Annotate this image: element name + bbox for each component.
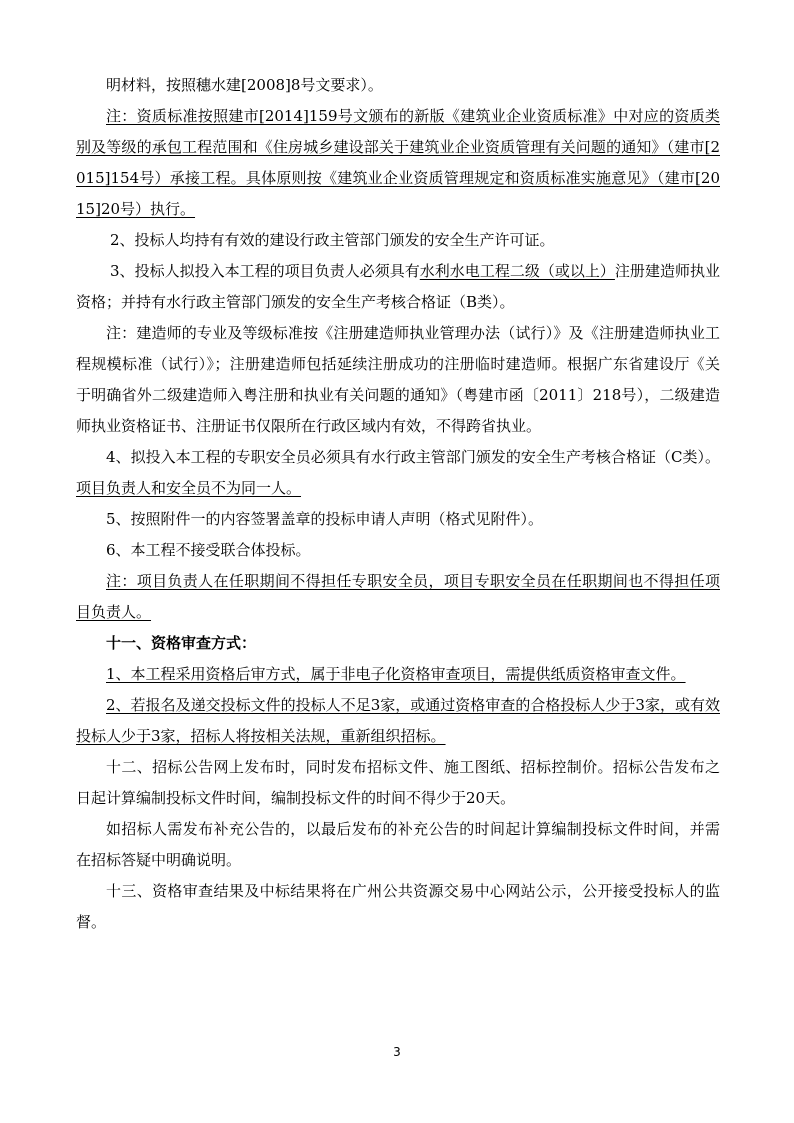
- item-3-text-a: 3、投标人拟投入本工程的项目负责人必须具有: [110, 262, 420, 280]
- item-3-text-underlined: 水利水电工程二级（或以上）: [419, 262, 615, 280]
- paragraph-item-4: [76, 442, 720, 504]
- paragraph-qualification-note: 注：资质标准按照建市[2014]159号文颁布的新版《建筑业企业资质标准》中对应的资质类别及等级的承包工程范围和《住房城乡建设部关于建筑业企业资质管理有关问题的通知》（建市[2015]154号）承接工程。具体原则按《建筑业企业资质管理规定和资质标准实施意见》（建市[2015]20号）执行。: [76, 107, 720, 218]
- paragraph-supplement: 如招标人需发布补充公告的，以最后发布的补充公告的时间起计算编制投标文件时间，并需在招标答疑中明确说明。: [76, 820, 720, 869]
- paragraph-review-1: 1、本工程采用资格后审方式，属于非电子化资格审查项目，需提供纸质资格审查文件。: [106, 665, 686, 683]
- item-3-text-b: 注册建造师执业资格；并持有水行政主管部门颁发的安全生产考核合格证（B类）。: [76, 262, 720, 311]
- paragraph-review-2: 2、若报名及递交投标文件的投标人不足3家，或通过资格审查的合格投标人少于3家，或有效投标人少于3家，招标人将按相关法规，重新组织招标。: [76, 696, 720, 745]
- paragraph-builder-note: 注：建造师的专业及等级标准按《注册建造师执业管理办法（试行）》及《注册建造师执业工程规模标准（试行）》；注册建造师包括延续注册成功的注册临时建造师。根据广东省建设厅《关于明确省外二级建造师入粤注册和执业有关问题的通知》（粤建市函〔2011〕218号），二级建造师执业资格证书、注册证书仅限所在行政区域内有效，不得跨省执业。: [76, 324, 720, 435]
- paragraph-item-5: 5、按照附件一的内容签署盖章的投标申请人声明（格式见附件）。: [106, 510, 544, 528]
- paragraph-continuation: 明材料，按照穗水建[2008]8号文要求）。: [106, 76, 383, 94]
- paragraph-item-2: 2、投标人均持有有效的建设行政主管部门颁发的安全生产许可证。: [110, 231, 555, 249]
- paragraph-item-3: [76, 256, 720, 318]
- paragraph-staff-note: 注：项目负责人在任职期间不得担任专职安全员，项目专职安全员在任职期间也不得担任项目负责人。: [76, 572, 720, 621]
- document-body: [76, 70, 720, 938]
- item-4-text-a: 4、拟投入本工程的专职安全员必须具有水行政主管部门颁发的安全生产考核合格证（C类）。: [106, 448, 720, 466]
- section-heading-11: 十一、资格审查方式：: [106, 634, 257, 652]
- paragraph-section-13: 十三、资格审查结果及中标结果将在广州公共资源交易中心网站公示，公开接受投标人的监督。: [76, 882, 720, 931]
- item-4-text-underlined: 项目负责人和安全员不为同一人。: [76, 479, 302, 497]
- paragraph-section-12: 十二、招标公告网上发布时，同时发布招标文件、施工图纸、招标控制价。招标公告发布之日起计算编制投标文件时间，编制投标文件的时间不得少于20天。: [76, 758, 720, 807]
- page-number: 3: [393, 1045, 401, 1059]
- paragraph-item-6: 6、本工程不接受联合体投标。: [106, 541, 311, 559]
